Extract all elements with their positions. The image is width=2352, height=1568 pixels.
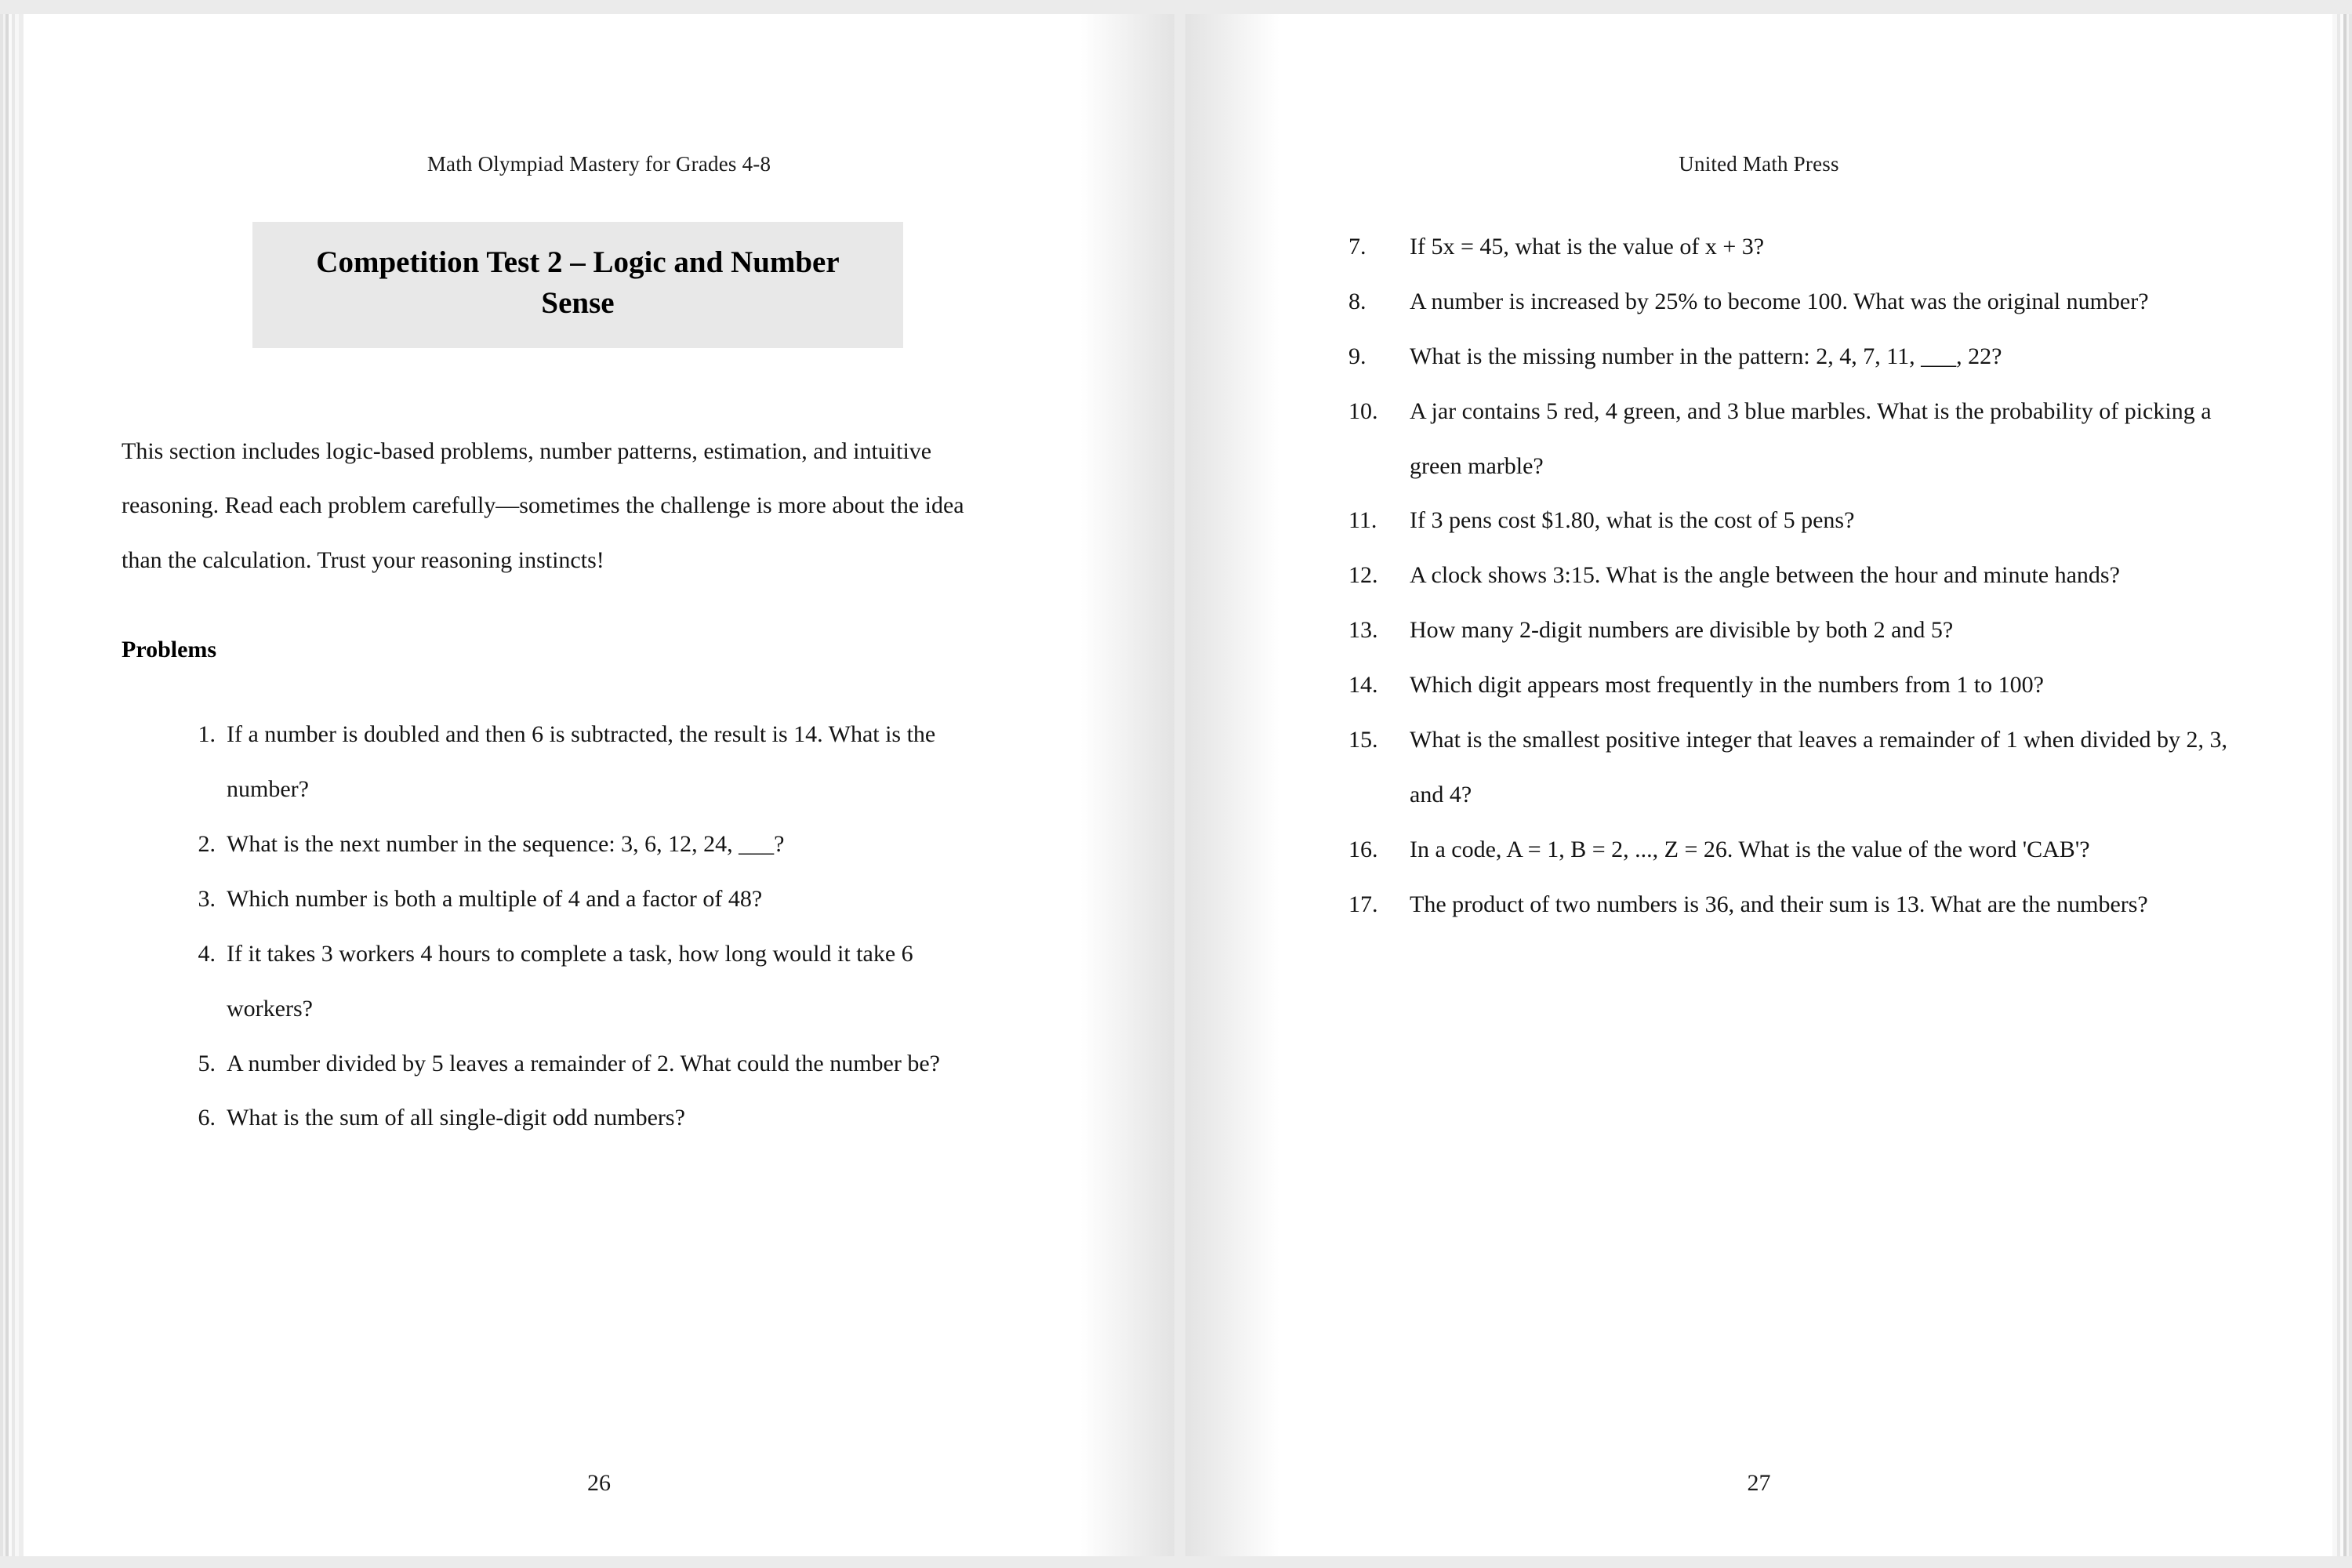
problem-text: A number is increased by 25% to become 100. What was the original number?	[1410, 288, 2149, 314]
problem-text: If a number is doubled and then 6 is subtracted, the result is 14. What is the number?	[227, 721, 936, 803]
problem-item	[170, 872, 1001, 927]
problem-text: What is the next number in the sequence: 3, 6, 12, 24, ___?	[227, 830, 785, 857]
left-page-edge	[0, 14, 24, 1556]
page-right	[1185, 14, 2332, 1556]
problem-item	[1348, 329, 2258, 384]
left-page-body	[122, 222, 1027, 1145]
problem-text: A clock shows 3:15. What is the angle between the hour and minute hands?	[1410, 562, 2120, 589]
problem-text: If 3 pens cost $1.80, what is the cost of 5 pens?	[1410, 507, 1855, 534]
problem-item	[1348, 822, 2258, 877]
problem-item	[1348, 384, 2258, 494]
problem-number: 16.	[1348, 836, 1378, 862]
problem-number: 6.	[198, 1105, 216, 1131]
problem-list-right	[1348, 220, 2258, 932]
page-title: Competition Test 2 – Logic and Number Sense	[316, 245, 840, 321]
intro-paragraph: This section includes logic-based problems, number patterns, estimation, and intuitive reasoning. Read each problem carefully—sometimes the challenge is more about the idea than the calculation. Trust your reasoning instincts!	[122, 437, 964, 574]
problem-item	[1348, 603, 2258, 658]
problem-number: 9.	[1348, 343, 1367, 369]
problem-item	[1348, 877, 2258, 932]
problem-text: How many 2-digit numbers are divisible by both 2 and 5?	[1410, 617, 1954, 644]
problem-item	[170, 707, 1001, 817]
page-left	[24, 14, 1174, 1556]
running-head-left: Math Olympiad Mastery for Grades 4-8	[426, 152, 771, 176]
problem-text: In a code, A = 1, B = 2, ..., Z = 26. What is the value of the word 'CAB'?	[1410, 836, 2090, 862]
problem-item	[1348, 713, 2258, 822]
problem-item	[170, 927, 1001, 1036]
problem-text: If 5x = 45, what is the value of x + 3?	[1410, 234, 1765, 260]
problem-number: 4.	[198, 940, 216, 967]
problem-number: 3.	[198, 885, 216, 912]
problem-list-left	[170, 707, 1001, 1145]
problem-text: The product of two numbers is 36, and their sum is 13. What are the numbers?	[1410, 891, 2148, 917]
problem-item	[1348, 658, 2258, 713]
problem-text: What is the smallest positive integer that leaves a remainder of 1 when divided by 2, 3, and 4?	[1410, 727, 2228, 808]
problem-text: What is the missing number in the pattern: 2, 4, 7, 11, ___, 22?	[1410, 343, 2002, 369]
problem-number: 10.	[1348, 397, 1378, 424]
problem-number: 12.	[1348, 562, 1378, 589]
problem-number: 8.	[1348, 288, 1367, 314]
book-spine-gap	[1174, 14, 1185, 1556]
problem-item	[170, 1091, 1001, 1145]
page-number-left: 26	[587, 1470, 611, 1496]
problem-text: If it takes 3 workers 4 hours to complete a task, how long would it take 6 workers?	[227, 940, 913, 1022]
problem-text: What is the sum of all single-digit odd numbers?	[227, 1105, 685, 1131]
problems-heading: Problems	[122, 637, 217, 663]
problem-number: 14.	[1348, 672, 1378, 699]
problem-item	[1348, 548, 2258, 603]
problem-text: Which number is both a multiple of 4 and a factor of 48?	[227, 885, 763, 912]
problem-number: 15.	[1348, 727, 1378, 753]
problem-text: Which digit appears most frequently in the numbers from 1 to 100?	[1410, 672, 2044, 699]
section-title-box	[252, 222, 903, 348]
problem-item	[170, 1036, 1001, 1091]
problem-number: 5.	[198, 1050, 216, 1076]
problem-number: 1.	[198, 721, 216, 748]
right-page-body	[1348, 220, 2274, 932]
problem-text: A number divided by 5 leaves a remainder of 2. What could the number be?	[227, 1050, 940, 1076]
problem-number: 2.	[198, 830, 216, 857]
problem-number: 13.	[1348, 617, 1378, 644]
running-head-right: United Math Press	[1679, 152, 1839, 176]
problem-item	[170, 817, 1001, 872]
problem-item	[1348, 274, 2258, 329]
problem-text: A jar contains 5 red, 4 green, and 3 blue marbles. What is the probability of picking a green marble?	[1410, 397, 2212, 479]
page-number-right: 27	[1747, 1470, 1771, 1496]
problem-item	[1348, 493, 2258, 548]
problem-number: 7.	[1348, 234, 1367, 260]
problem-number: 11.	[1348, 507, 1377, 534]
problem-number: 17.	[1348, 891, 1378, 917]
right-page-edge	[2332, 14, 2352, 1556]
problem-item	[1348, 220, 2258, 274]
